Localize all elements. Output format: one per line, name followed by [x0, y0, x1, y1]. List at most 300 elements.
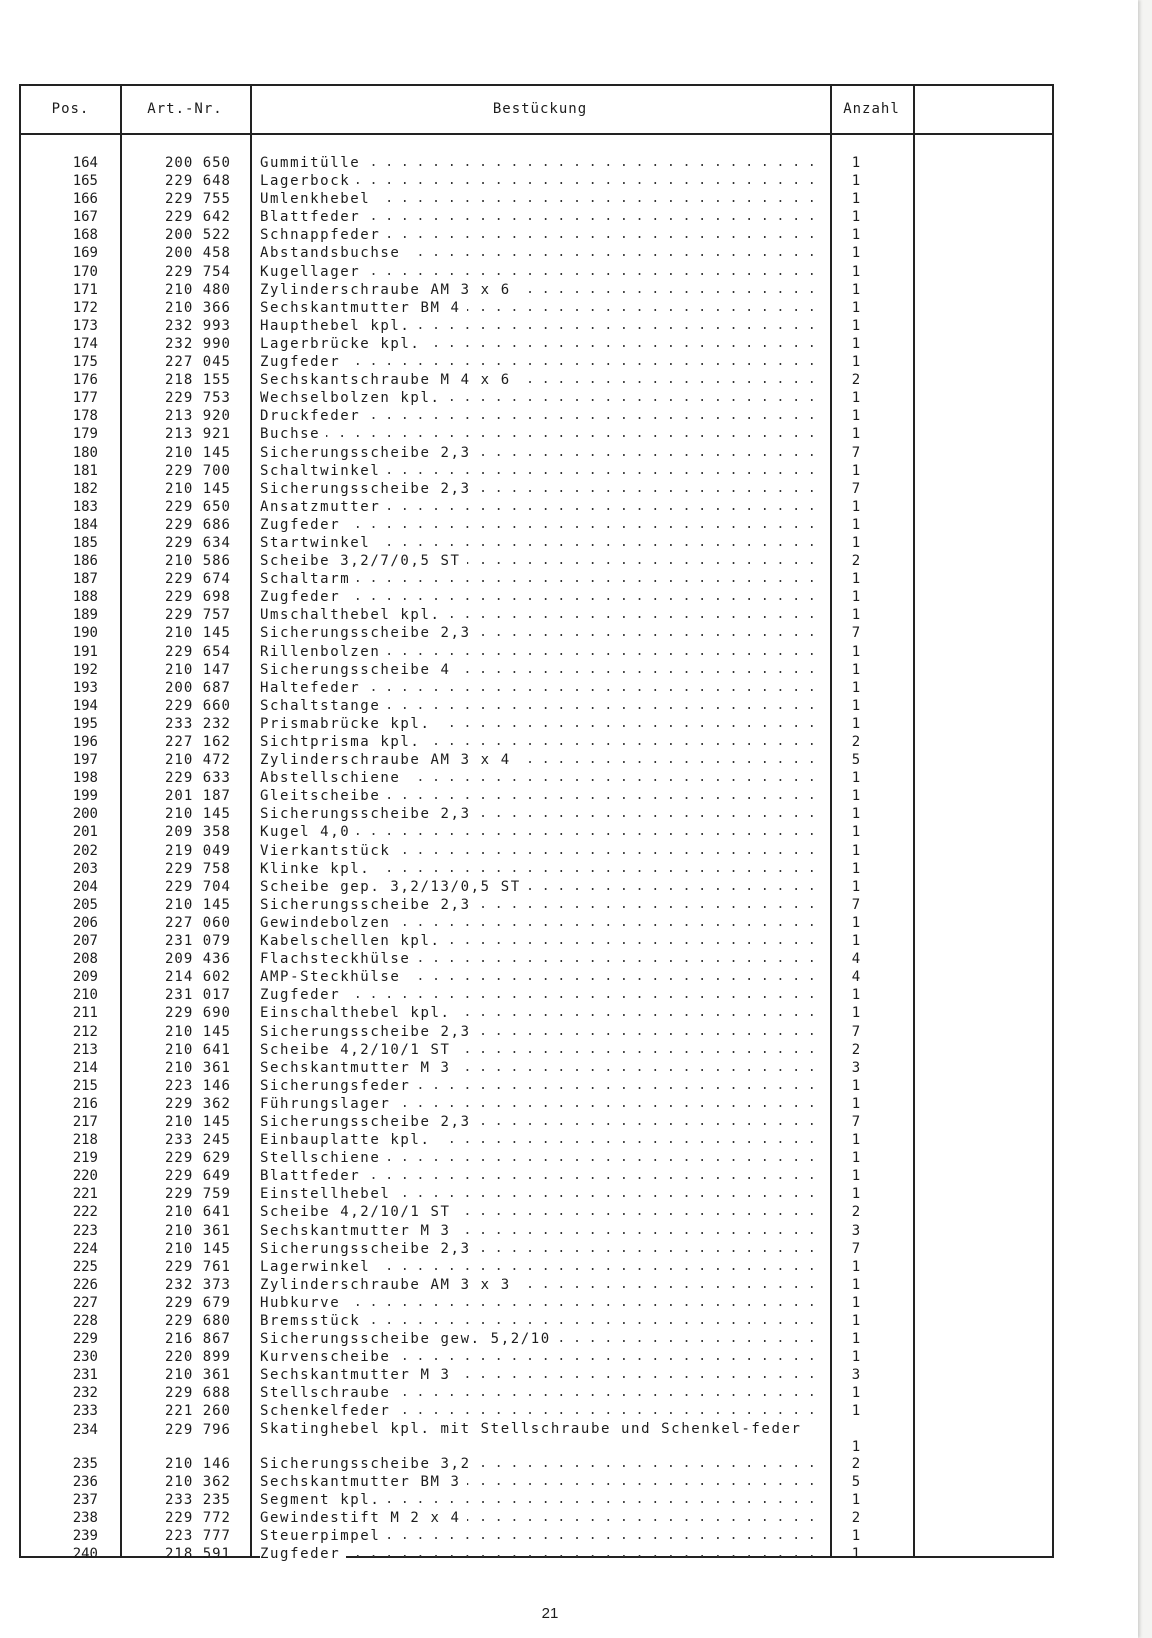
quantity: 4: [851, 969, 861, 986]
part-description: Sechskantmutter M 3 . . .: [260, 1366, 820, 1384]
part-description: Lagerwinkel . . .: [260, 1258, 820, 1276]
quantity: 1: [851, 1150, 861, 1167]
article-number: 213 921: [164, 426, 231, 443]
article-number: 229 654: [164, 643, 231, 660]
quantity: 2: [851, 734, 861, 750]
article-number: 223 146: [164, 1077, 231, 1094]
position-number: 205: [72, 896, 98, 913]
position-number: 206: [72, 914, 98, 931]
header-anzahl: Anzahl: [843, 101, 900, 117]
quantity: 1: [851, 408, 861, 425]
quantity: 1: [851, 1385, 861, 1402]
part-description: AMP-Steckhülse . . .: [260, 968, 820, 986]
position-number: 203: [72, 860, 98, 877]
position-number: 209: [72, 969, 98, 986]
part-description: Blattfeder . . .: [260, 1167, 820, 1185]
table-row: [21, 444, 1052, 462]
article-number: 229 700: [164, 462, 231, 479]
part-description: Sechskantmutter M 3 . . .: [260, 1222, 820, 1240]
part-description: Scheibe 3,2/7/0,5 ST . . .: [260, 552, 820, 570]
position-number: 230: [72, 1349, 98, 1366]
article-number: 210 472: [164, 752, 231, 769]
part-description: Gewindebolzen . . .: [260, 914, 820, 932]
part-description: Schnappfeder . . .: [260, 226, 820, 244]
position-number: 234: [72, 1421, 98, 1438]
position-number: 213: [72, 1041, 98, 1058]
quantity: 1: [851, 462, 861, 479]
position-number: 218: [72, 1132, 98, 1149]
table-row: [21, 317, 1052, 335]
part-description: Gewindestift M 2 x 4 . . .: [260, 1509, 820, 1527]
article-number: 210 145: [164, 1113, 231, 1130]
table-row: [21, 1167, 1052, 1185]
table-row: [21, 697, 1052, 715]
quantity: 1: [851, 191, 861, 208]
position-number: 225: [72, 1258, 98, 1275]
quantity: 1: [851, 390, 861, 407]
part-description: Lagerbrücke kpl. . . .: [260, 335, 820, 353]
article-number: 233 245: [164, 1132, 231, 1149]
part-description: Sicherungsscheibe 2,3 . . .: [260, 805, 820, 823]
part-description: Sicherungsscheibe 2,3 . . .: [260, 480, 820, 498]
table-row: [21, 1366, 1052, 1384]
article-number: 233 235: [164, 1491, 231, 1508]
quantity: 1: [851, 299, 861, 316]
position-number: 178: [72, 408, 98, 425]
parts-table: [19, 84, 1054, 1563]
table-row: [21, 570, 1052, 588]
quantity: 1: [851, 1294, 861, 1311]
table-row: [21, 1455, 1052, 1473]
part-description: Hubkurve . . .: [260, 1294, 820, 1312]
table-row: [21, 661, 1052, 679]
quantity: 1: [851, 715, 861, 732]
article-number: 229 649: [164, 1168, 231, 1185]
article-number: 210 641: [164, 1204, 231, 1221]
article-number: 229 758: [164, 860, 231, 877]
article-number: 210 366: [164, 299, 231, 316]
table-row: [21, 733, 1052, 751]
article-number: 200 458: [164, 245, 231, 262]
quantity: 1: [851, 571, 861, 588]
position-number: 173: [72, 317, 98, 334]
position-number: 184: [72, 516, 98, 533]
quantity: 5: [851, 1473, 861, 1490]
table-row: [21, 860, 1052, 878]
position-number: 169: [72, 245, 98, 262]
quantity: 1: [851, 1077, 861, 1094]
part-description: Sicherungsfeder . . .: [260, 1077, 820, 1095]
position-number: 167: [72, 209, 98, 226]
table-row: [21, 1222, 1052, 1240]
part-description: Skatinghebel kpl. mit Stellschraube und Schenkel-feder . . .: [260, 1421, 820, 1438]
part-description: Bremsstück . . .: [260, 1312, 820, 1330]
quantity: 7: [851, 480, 861, 497]
article-number: 210 145: [164, 444, 231, 461]
quantity: 7: [851, 444, 861, 461]
table-row: [21, 389, 1052, 407]
table-row: [21, 1023, 1052, 1041]
position-number: 196: [72, 734, 98, 750]
quantity: 2: [851, 1509, 861, 1526]
article-number: 210 146: [164, 1455, 231, 1472]
quantity: 1: [851, 1276, 861, 1293]
position-number: 185: [72, 534, 98, 551]
part-description: Führungslager . . .: [260, 1095, 820, 1113]
part-description: Sicherungsscheibe 4 . . .: [260, 661, 820, 679]
article-number: 210 145: [164, 1023, 231, 1040]
quantity: 1: [851, 245, 861, 262]
table-row: [21, 1421, 1052, 1455]
table-row: [21, 1041, 1052, 1059]
article-number: 229 761: [164, 1258, 231, 1275]
part-description: Blattfeder . . .: [260, 208, 820, 226]
article-number: 229 680: [164, 1313, 231, 1329]
article-number: 214 602: [164, 969, 231, 986]
article-number: 210 145: [164, 896, 231, 913]
quantity: 1: [851, 933, 861, 950]
position-number: 172: [72, 299, 98, 316]
part-description: Flachsteckhülse . . .: [260, 950, 820, 968]
table-body: [21, 154, 1052, 1563]
quantity: 1: [851, 1168, 861, 1185]
article-number: 229 759: [164, 1186, 231, 1203]
position-number: 217: [72, 1113, 98, 1130]
part-description: Zylinderschraube AM 3 x 3 . . .: [260, 1276, 820, 1294]
quantity: 3: [851, 1367, 861, 1384]
quantity: 1: [851, 1331, 861, 1348]
article-number: 229 754: [164, 263, 231, 280]
part-description: Sicherungsscheibe gew. 5,2/10 . . .: [260, 1330, 820, 1348]
table-row: [21, 1312, 1052, 1330]
table-row: [21, 1095, 1052, 1113]
article-number: 229 660: [164, 697, 231, 714]
part-description: Buchse . . .: [260, 425, 820, 443]
quantity: 1: [851, 589, 861, 606]
table-row: [21, 281, 1052, 299]
quantity: 2: [851, 1455, 861, 1472]
article-number: 216 867: [164, 1331, 231, 1348]
table-row: [21, 914, 1052, 932]
article-number: 219 049: [164, 842, 231, 859]
table-row: [21, 1330, 1052, 1348]
table-row: [21, 787, 1052, 805]
quantity: 3: [851, 1222, 861, 1239]
position-number: 211: [72, 1005, 98, 1022]
position-number: 186: [72, 553, 98, 570]
article-number: 232 993: [164, 317, 231, 334]
quantity: 1: [851, 643, 861, 660]
article-number: 229 362: [164, 1095, 231, 1112]
part-description: Sechskantmutter BM 3 . . .: [260, 1473, 820, 1491]
article-number: 210 145: [164, 480, 231, 497]
quantity: 1: [851, 281, 861, 298]
part-description: Sicherungsscheibe 2,3 . . .: [260, 624, 820, 642]
quantity: 1: [851, 1186, 861, 1203]
position-number: 195: [72, 715, 98, 732]
article-number: 229 755: [164, 191, 231, 208]
article-number: 220 899: [164, 1349, 231, 1366]
part-description: Gummitülle . . .: [260, 154, 820, 172]
position-number: 183: [72, 498, 98, 515]
position-number: 221: [72, 1186, 98, 1203]
quantity: 1: [851, 209, 861, 226]
part-description: Sechskantmutter M 3 . . .: [260, 1059, 820, 1077]
article-number: 210 147: [164, 661, 231, 678]
quantity: 1: [851, 878, 861, 895]
quantity: 1: [851, 1403, 861, 1420]
article-number: 210 145: [164, 806, 231, 823]
part-description: Scheibe 4,2/10/1 ST . . .: [260, 1203, 820, 1221]
part-description: Sicherungsscheibe 3,2 . . .: [260, 1455, 820, 1473]
position-number: 199: [72, 788, 98, 805]
quantity: 2: [851, 372, 861, 389]
header-divider: [21, 133, 1052, 135]
table-row: [21, 624, 1052, 642]
part-description: Sechskantmutter BM 4 . . .: [260, 299, 820, 317]
table-row: [21, 1402, 1052, 1420]
quantity: 1: [851, 426, 861, 443]
position-number: 175: [72, 354, 98, 371]
table-row: [21, 878, 1052, 896]
quantity: 1: [851, 354, 861, 371]
part-description: Sechskantschraube M 4 x 6 . . .: [260, 371, 820, 389]
position-number: 231: [72, 1367, 98, 1384]
part-description: Klinke kpl. . . .: [260, 860, 820, 878]
position-number: 219: [72, 1150, 98, 1167]
table-row: [21, 480, 1052, 498]
position-number: 238: [72, 1509, 98, 1526]
table-row: [21, 1059, 1052, 1077]
table-row: [21, 1276, 1052, 1294]
position-number: 170: [72, 263, 98, 280]
article-number: 229 679: [164, 1294, 231, 1311]
part-description: Haupthebel kpl. . . .: [260, 317, 820, 335]
quantity: 1: [851, 1313, 861, 1329]
quantity: 1: [851, 1527, 861, 1544]
quantity: 5: [851, 752, 861, 769]
table-row: [21, 1131, 1052, 1149]
table-row: [21, 154, 1052, 172]
quantity: 1: [851, 317, 861, 334]
part-description: Kurvenscheibe . . .: [260, 1348, 820, 1366]
position-number: 193: [72, 679, 98, 696]
quantity: 1: [851, 1132, 861, 1149]
position-number: 232: [72, 1385, 98, 1402]
part-description: Haltefeder . . .: [260, 679, 820, 697]
quantity: 1: [851, 335, 861, 352]
quantity: 1: [851, 914, 861, 931]
header-bestueckung: Bestückung: [492, 101, 588, 117]
part-description: Steuerpimpel . . .: [260, 1527, 820, 1545]
article-number: 229 688: [164, 1385, 231, 1402]
table-row: [21, 715, 1052, 733]
article-number: 229 698: [164, 589, 231, 606]
table-row: [21, 407, 1052, 425]
table-row: [21, 1004, 1052, 1022]
position-number: 190: [72, 625, 98, 642]
position-number: 197: [72, 752, 98, 769]
article-number: 210 641: [164, 1041, 231, 1058]
article-number: 218 155: [164, 372, 231, 389]
position-number: 227: [72, 1294, 98, 1311]
quantity: 1: [851, 987, 861, 1004]
position-number: 182: [72, 480, 98, 497]
position-number: 222: [72, 1204, 98, 1221]
position-number: 240: [72, 1546, 98, 1563]
article-number: 229 772: [164, 1509, 231, 1526]
article-number: 227 045: [164, 354, 231, 371]
part-description: Zugfeder . . .: [260, 986, 820, 1004]
part-description: Zylinderschraube AM 3 x 6 . . .: [260, 281, 820, 299]
article-number: 200 687: [164, 679, 231, 696]
part-description: Schaltarm . . .: [260, 570, 820, 588]
table-row: [21, 516, 1052, 534]
position-number: 229: [72, 1331, 98, 1348]
part-description: Scheibe gep. 3,2/13/0,5 ST . . .: [260, 878, 820, 896]
position-number: 174: [72, 335, 98, 352]
part-description: Einstellhebel . . .: [260, 1185, 820, 1203]
article-number: 200 650: [164, 155, 231, 171]
position-number: 204: [72, 878, 98, 895]
table-row: [21, 1258, 1052, 1276]
quantity: 2: [851, 1041, 861, 1058]
position-number: 235: [72, 1455, 98, 1472]
part-description: Sicherungsscheibe 2,3 . . .: [260, 444, 820, 462]
article-number: 218 591: [164, 1546, 231, 1563]
table-row: [21, 823, 1052, 841]
position-number: 216: [72, 1095, 98, 1112]
part-description: Kabelschellen kpl. . . .: [260, 932, 820, 950]
table-row: [21, 1545, 1052, 1563]
article-number: 229 674: [164, 571, 231, 588]
table-row: [21, 932, 1052, 950]
position-number: 212: [72, 1023, 98, 1040]
position-number: 208: [72, 951, 98, 968]
article-number: 209 436: [164, 951, 231, 968]
part-description: Abstandsbuchse . . .: [260, 244, 820, 262]
table-row: [21, 643, 1052, 661]
table-row: [21, 208, 1052, 226]
article-number: 229 757: [164, 607, 231, 624]
position-number: 181: [72, 462, 98, 479]
quantity: 1: [851, 227, 861, 244]
part-description: Schenkelfeder . . .: [260, 1402, 820, 1420]
part-description: Zugfeder . . .: [260, 1545, 820, 1563]
part-description: Abstellschiene . . .: [260, 769, 820, 787]
position-number: 236: [72, 1473, 98, 1490]
position-number: 228: [72, 1313, 98, 1329]
table-row: [21, 606, 1052, 624]
quantity: 1: [851, 842, 861, 859]
part-description: Umlenkhebel . . .: [260, 190, 820, 208]
table-row: [21, 1473, 1052, 1491]
article-number: 229 650: [164, 498, 231, 515]
article-number: 229 629: [164, 1150, 231, 1167]
part-description: Zylinderschraube AM 3 x 4 . . .: [260, 751, 820, 769]
table-row: [21, 226, 1052, 244]
article-number: 201 187: [164, 788, 231, 805]
table-row: [21, 1491, 1052, 1509]
table-row: [21, 425, 1052, 443]
quantity: 1: [851, 498, 861, 515]
part-description: Druckfeder . . .: [260, 407, 820, 425]
position-number: 194: [72, 697, 98, 714]
article-number: 231 079: [164, 933, 231, 950]
position-number: 179: [72, 426, 98, 443]
article-number: 229 796: [164, 1421, 231, 1438]
position-number: 168: [72, 227, 98, 244]
part-description: Rillenbolzen . . .: [260, 643, 820, 661]
table-row: [21, 968, 1052, 986]
part-description: Lagerbock . . .: [260, 172, 820, 190]
quantity: 4: [851, 951, 861, 968]
article-number: 210 361: [164, 1059, 231, 1076]
quantity: 1: [851, 1258, 861, 1275]
position-number: 224: [72, 1240, 98, 1257]
part-description: Segment kpl. . . .: [260, 1491, 820, 1509]
part-description: Sichtprisma kpl. . . .: [260, 733, 820, 751]
part-description: Stellschiene . . .: [260, 1149, 820, 1167]
part-description: Sicherungsscheibe 2,3 . . .: [260, 1240, 820, 1258]
table-row: [21, 190, 1052, 208]
part-description: Umschalthebel kpl. . . .: [260, 606, 820, 624]
position-number: 177: [72, 390, 98, 407]
position-number: 215: [72, 1077, 98, 1094]
quantity: 1: [851, 155, 861, 171]
page-number: 21: [541, 1605, 559, 1622]
article-number: 223 777: [164, 1527, 231, 1544]
article-number: 229 686: [164, 516, 231, 533]
table-row: [21, 950, 1052, 968]
quantity: 1: [851, 661, 861, 678]
article-number: 231 017: [164, 987, 231, 1004]
position-number: 164: [72, 155, 98, 171]
table-row: [21, 1185, 1052, 1203]
quantity: 1: [851, 263, 861, 280]
article-number: 210 586: [164, 553, 231, 570]
quantity: 7: [851, 1023, 861, 1040]
part-description: Schaltstange . . .: [260, 697, 820, 715]
position-number: 192: [72, 661, 98, 678]
quantity: 7: [851, 625, 861, 642]
part-description: Zugfeder . . .: [260, 353, 820, 371]
table-row: [21, 335, 1052, 353]
table-row: [21, 244, 1052, 262]
quantity: 7: [851, 1240, 861, 1257]
part-description: Gleitscheibe . . .: [260, 787, 820, 805]
part-description: Einschalthebel kpl. . . .: [260, 1004, 820, 1022]
table-row: [21, 1294, 1052, 1312]
quantity: 3: [851, 1059, 861, 1076]
quantity: 1: [851, 1349, 861, 1366]
article-number: 200 522: [164, 227, 231, 244]
quantity: 1: [851, 516, 861, 533]
quantity: 1: [851, 679, 861, 696]
table-row: [21, 498, 1052, 516]
quantity: 1: [851, 1438, 861, 1455]
quantity: 1: [851, 1095, 861, 1112]
quantity: 1: [851, 824, 861, 841]
table-row: [21, 172, 1052, 190]
position-number: 214: [72, 1059, 98, 1076]
part-description: Kugellager . . .: [260, 263, 820, 281]
table-row: [21, 842, 1052, 860]
table-row: [21, 1348, 1052, 1366]
position-number: 191: [72, 643, 98, 660]
position-number: 202: [72, 842, 98, 859]
article-number: 221 260: [164, 1403, 231, 1420]
